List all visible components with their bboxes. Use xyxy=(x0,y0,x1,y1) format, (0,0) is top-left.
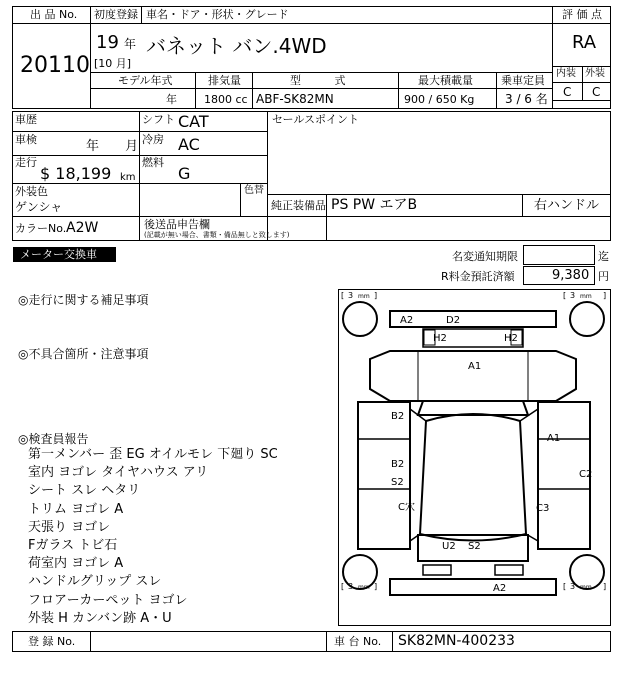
first-reg-label: 初度登録 xyxy=(94,8,138,21)
inspection-value: 年 月 xyxy=(86,139,139,154)
condition-diagram xyxy=(338,289,611,626)
grade: RA xyxy=(572,32,597,53)
recycle-value: 9,380 xyxy=(552,268,590,283)
mileage-value: $ 18,199 xyxy=(40,164,112,183)
car-name-label: 車名・ドア・形状・グレード xyxy=(146,8,289,21)
sales-points-label: セールスポイント xyxy=(272,113,360,126)
tire-depth-rl-val: 3 xyxy=(348,582,354,591)
inspector-report-line: 荷室内 ヨゴレ A xyxy=(28,556,124,572)
inspector-report-line: 第一メンバー 歪 EG オイルモレ 下廻り SC xyxy=(28,447,278,462)
mark-s2-left: S2 xyxy=(391,477,404,488)
mark-c3-right: C3 xyxy=(536,503,550,514)
color-change-label: 色替 xyxy=(244,185,264,196)
color-no: A2W xyxy=(66,220,99,236)
mark-d2: D2 xyxy=(446,315,461,326)
tire-depth-fl-val: 3 xyxy=(348,291,354,300)
interior-label: 内装 xyxy=(556,68,576,79)
mileage-label: 走行 xyxy=(15,156,37,169)
svg-text:[: [ xyxy=(341,582,345,591)
mark-b2-left-lower: B2 xyxy=(391,459,405,470)
name-change-box xyxy=(523,245,595,265)
capacity-label: 乗車定員 xyxy=(501,74,545,87)
svg-text:[: [ xyxy=(563,582,567,591)
mark-s2-rear: S2 xyxy=(468,541,481,552)
svg-text:mm: mm xyxy=(358,584,370,591)
max-load: 900 / 650 Kg xyxy=(404,93,475,106)
ac-label: 冷房 xyxy=(142,133,164,146)
first-reg-month: [10 月] xyxy=(94,57,132,70)
mark-a1-front: A1 xyxy=(468,361,482,372)
mark-a2-front: A2 xyxy=(400,315,414,326)
chassis-no: SK82MN-400233 xyxy=(398,633,515,649)
rear-bumper xyxy=(390,579,556,595)
inspector-report-line: 室内 ヨゴレ タイヤハウス アリ xyxy=(28,465,209,481)
inspector-report-line: Fガラス トビ石 xyxy=(28,538,118,553)
reg-no-label: 登 録 No. xyxy=(28,635,76,648)
lot-label: 出 品 No. xyxy=(30,8,78,21)
post-doc-label: 後送品申告欄 xyxy=(144,218,210,231)
inspector-report-line: 外装 H カンバン跡 A・U xyxy=(28,610,172,626)
name-change-unit: 迄 xyxy=(598,250,609,263)
shift-label: シフト xyxy=(142,113,175,126)
fuel-label: 燃料 xyxy=(142,156,164,169)
svg-text:]: ] xyxy=(603,291,607,300)
tire-depth-rr-val: 3 xyxy=(570,582,576,591)
year-unit: 年 xyxy=(124,37,137,51)
post-doc-note: (記載が無い場合、書類・備品無しと致します) xyxy=(144,231,290,239)
handle-value: 右ハンドル xyxy=(534,198,600,213)
mark-b2-left: B2 xyxy=(391,411,405,422)
color-no-label: カラーNo. xyxy=(15,222,67,235)
mark-c2-right: C2 xyxy=(579,469,593,480)
grade-label: 評 価 点 xyxy=(562,8,602,21)
tire-front-left xyxy=(343,302,377,336)
driving-notes-label: ◎走行に関する補足事項 xyxy=(18,293,149,307)
body-left-side xyxy=(358,402,410,549)
ext-color: ゲンシャ xyxy=(15,200,63,214)
mark-a1-right: A1 xyxy=(547,433,561,444)
footer-table xyxy=(12,631,611,652)
tire-depth-fr-val: 3 xyxy=(570,291,576,300)
recycle-label: R料金預託済額 xyxy=(441,270,515,283)
ext-color-label: 外装色 xyxy=(15,185,48,198)
inspector-report-line: フロアーカーペット ヨゴレ xyxy=(28,592,188,608)
capacity: 3 / 6 名 xyxy=(505,92,548,106)
lot-number: 20110 xyxy=(20,53,90,78)
car-name: バネット バン.4WD xyxy=(146,34,327,58)
svg-text:]: ] xyxy=(374,582,378,591)
inspector-report-line: 天張り ヨゴレ xyxy=(28,519,111,535)
chassis-label: 車 台 No. xyxy=(334,635,382,648)
svg-text:]: ] xyxy=(603,582,607,591)
inspector-report-line: ハンドルグリップ スレ xyxy=(28,574,162,590)
inspector-report-line: シート スレ ヘタリ xyxy=(28,483,141,499)
front-panel xyxy=(370,351,576,401)
mark-h2-left: H2 xyxy=(433,333,447,344)
factory-equip: PS PW エアB xyxy=(331,197,418,213)
inspector-label: ◎検査員報告 xyxy=(18,432,89,446)
tire-depth-fl: [ xyxy=(341,291,345,300)
history-label: 車歴 xyxy=(15,113,37,126)
first-reg-year: 19 xyxy=(96,32,119,53)
svg-text:]: ] xyxy=(374,291,378,300)
model: ABF-SK82MN xyxy=(256,92,334,106)
recycle-unit: 円 xyxy=(598,270,609,283)
mileage-unit: km xyxy=(120,172,136,183)
svg-text:mm: mm xyxy=(580,584,592,591)
defects-label: ◎不具合箇所・注意事項 xyxy=(18,347,149,361)
displacement-label: 排気量 xyxy=(208,74,241,87)
mark-h2-right: H2 xyxy=(504,333,518,344)
exterior-label: 外装 xyxy=(585,68,605,79)
mark-u2: U2 xyxy=(442,541,456,552)
inspector-report-line: トリム ヨゴレ A xyxy=(28,501,124,517)
fuel-value: G xyxy=(178,164,191,183)
max-load-label: 最大積載量 xyxy=(418,74,473,87)
mark-a2-rear: A2 xyxy=(493,583,507,594)
svg-text:mm: mm xyxy=(358,293,370,300)
roof xyxy=(420,414,526,541)
model-year-unit: 年 xyxy=(166,93,177,106)
interior-grade: C xyxy=(563,85,572,99)
exterior-grade: C xyxy=(592,85,601,99)
model-label: 型 式 xyxy=(290,74,346,87)
meter-changed-label: メーター交換車 xyxy=(20,248,97,261)
name-change-label: 名変通知期限 xyxy=(452,250,518,263)
svg-text:mm: mm xyxy=(580,293,592,300)
inspection-label: 車検 xyxy=(15,133,37,146)
factory-equip-label: 純正装備品 xyxy=(271,199,326,212)
displacement: 1800 cc xyxy=(204,93,248,106)
front-bumper xyxy=(390,311,556,327)
ac-value: AC xyxy=(178,135,200,154)
shift-value: CAT xyxy=(178,112,209,131)
tire-front-right xyxy=(570,302,604,336)
mark-c-hole: C穴 xyxy=(398,502,415,513)
model-year-label: モデル年式 xyxy=(118,74,173,87)
svg-text:[: [ xyxy=(563,291,567,300)
